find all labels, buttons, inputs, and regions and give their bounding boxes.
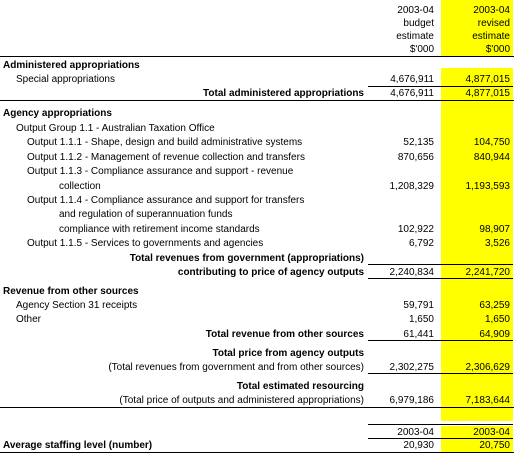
row-label: and regulation of superannuation funds bbox=[59, 209, 233, 220]
table-row bbox=[0, 87, 514, 100]
budget-estimate-value: 6,792 bbox=[408, 238, 434, 249]
revised-estimate-value: 2003-04 bbox=[473, 427, 510, 438]
revised-estimate-value: 63,259 bbox=[479, 300, 510, 311]
header-line: estimate bbox=[396, 31, 434, 42]
budget-estimate-value: 20,930 bbox=[403, 440, 434, 451]
budget-estimate-value: 2,240,834 bbox=[389, 267, 434, 278]
budget-estimate-value: 4,676,911 bbox=[390, 88, 434, 99]
row-label: Average staffing level (number) bbox=[3, 440, 153, 451]
row-label: Special appropriations bbox=[16, 74, 115, 85]
revised-estimate-value: 98,907 bbox=[479, 224, 510, 235]
row-label: Other bbox=[16, 314, 42, 325]
row-label: Total estimated resourcing bbox=[236, 381, 364, 392]
table-row bbox=[0, 122, 514, 135]
table-row bbox=[0, 299, 514, 312]
table-rule bbox=[368, 278, 513, 279]
header-unit: $'000 bbox=[409, 44, 434, 55]
table-row bbox=[0, 165, 514, 178]
table-row bbox=[0, 223, 514, 236]
table-row bbox=[0, 73, 514, 86]
row-label: collection bbox=[59, 181, 101, 192]
revised-estimate-value: 1,650 bbox=[484, 314, 510, 325]
budget-estimate-value: 1,208,329 bbox=[389, 181, 434, 192]
row-label: (Total revenues from government and from other sources) bbox=[108, 362, 364, 373]
row-label: Total revenue from other sources bbox=[205, 329, 364, 340]
revised-estimate-value: 64,909 bbox=[479, 329, 510, 340]
table-row bbox=[0, 107, 514, 120]
revised-estimate-value: 4,877,015 bbox=[465, 74, 510, 85]
budget-estimate-value: 61,441 bbox=[403, 329, 434, 340]
row-label: Output 1.1.3 - Compliance assurance and support - revenue bbox=[27, 166, 294, 177]
table-rule bbox=[368, 438, 513, 439]
revised-estimate-value: 7,183,644 bbox=[465, 395, 510, 406]
budget-estimate-value: 2003-04 bbox=[397, 427, 434, 438]
header-line: budget bbox=[403, 18, 434, 29]
header-year: 2003-04 bbox=[397, 5, 434, 16]
budget-estimate-value: 59,791 bbox=[403, 300, 434, 311]
table-row bbox=[0, 285, 514, 298]
row-label: Total revenues from government (appropriations) bbox=[129, 253, 364, 264]
row-label: Revenue from other sources bbox=[3, 286, 139, 297]
row-label: (Total price of outputs and administered appropriations) bbox=[119, 395, 364, 406]
table-row bbox=[0, 380, 514, 393]
table-row bbox=[0, 151, 514, 164]
revised-estimate-header bbox=[472, 4, 510, 56]
revised-estimate-value: 20,750 bbox=[479, 440, 510, 451]
row-label: Agency Section 31 receipts bbox=[16, 300, 138, 311]
table-rule bbox=[368, 100, 513, 101]
row-label: Total price from agency outputs bbox=[212, 348, 364, 359]
budget-estimate-value: 102,922 bbox=[397, 224, 434, 235]
table-row bbox=[0, 180, 514, 193]
table-row bbox=[0, 208, 514, 221]
table-rule bbox=[368, 373, 513, 374]
row-label: compliance with retirement income standards bbox=[59, 224, 260, 235]
revised-estimate-value: 104,750 bbox=[473, 137, 510, 148]
table-row bbox=[0, 194, 514, 207]
row-label: Output 1.1.5 - Services to governments and agencies bbox=[27, 238, 264, 249]
revised-estimate-value: 2,306,629 bbox=[465, 362, 510, 373]
revised-estimate-value: 2,241,720 bbox=[465, 267, 510, 278]
row-label: Agency appropriations bbox=[3, 108, 112, 119]
row-label: Total administered appropriations bbox=[203, 88, 364, 99]
row-label: Output 1.1.2 - Management of revenue collection and transfers bbox=[27, 152, 305, 163]
header-line: estimate bbox=[472, 31, 510, 42]
revised-estimate-value: 1,193,593 bbox=[465, 181, 510, 192]
table-rule bbox=[0, 452, 514, 453]
budget-estimate-value: 870,656 bbox=[397, 152, 434, 163]
budget-estimate-value: 52,135 bbox=[403, 137, 434, 148]
budget-estimate-value: 2,302,275 bbox=[389, 362, 434, 373]
revised-estimate-value: 4,877,015 bbox=[465, 88, 510, 99]
header-line: revised bbox=[477, 18, 510, 29]
row-label: Output Group 1.1 - Australian Taxation Office bbox=[16, 123, 215, 134]
budget-estimate-value: 6,979,186 bbox=[389, 395, 434, 406]
table-row bbox=[0, 59, 514, 72]
table-row bbox=[0, 237, 514, 250]
table-row bbox=[0, 394, 514, 407]
header-year: 2003-04 bbox=[473, 5, 510, 16]
budget-estimate-header bbox=[396, 4, 434, 56]
table-rule bbox=[368, 264, 513, 265]
table-rule bbox=[0, 56, 514, 57]
row-label: Output 1.1.4 - Compliance assurance and support for transfers bbox=[27, 195, 305, 206]
table-rule bbox=[368, 424, 513, 425]
table-row bbox=[0, 313, 514, 326]
table-row bbox=[0, 136, 514, 149]
row-label: Output 1.1.1 - Shape, design and build administrative systems bbox=[27, 137, 303, 148]
table-rule bbox=[368, 340, 513, 341]
budget-estimate-value: 4,676,911 bbox=[390, 74, 434, 85]
revised-estimate-value: 840,944 bbox=[473, 152, 510, 163]
revised-estimate-value: 3,526 bbox=[484, 238, 510, 249]
row-label: contributing to price of agency outputs bbox=[177, 267, 364, 278]
table-row bbox=[0, 439, 514, 452]
budget-estimate-value: 1,650 bbox=[408, 314, 434, 325]
table-row bbox=[0, 347, 514, 360]
header-unit: $'000 bbox=[485, 44, 510, 55]
table-rule bbox=[0, 407, 514, 408]
table-rule bbox=[368, 86, 513, 87]
row-label: Administered appropriations bbox=[3, 60, 140, 71]
